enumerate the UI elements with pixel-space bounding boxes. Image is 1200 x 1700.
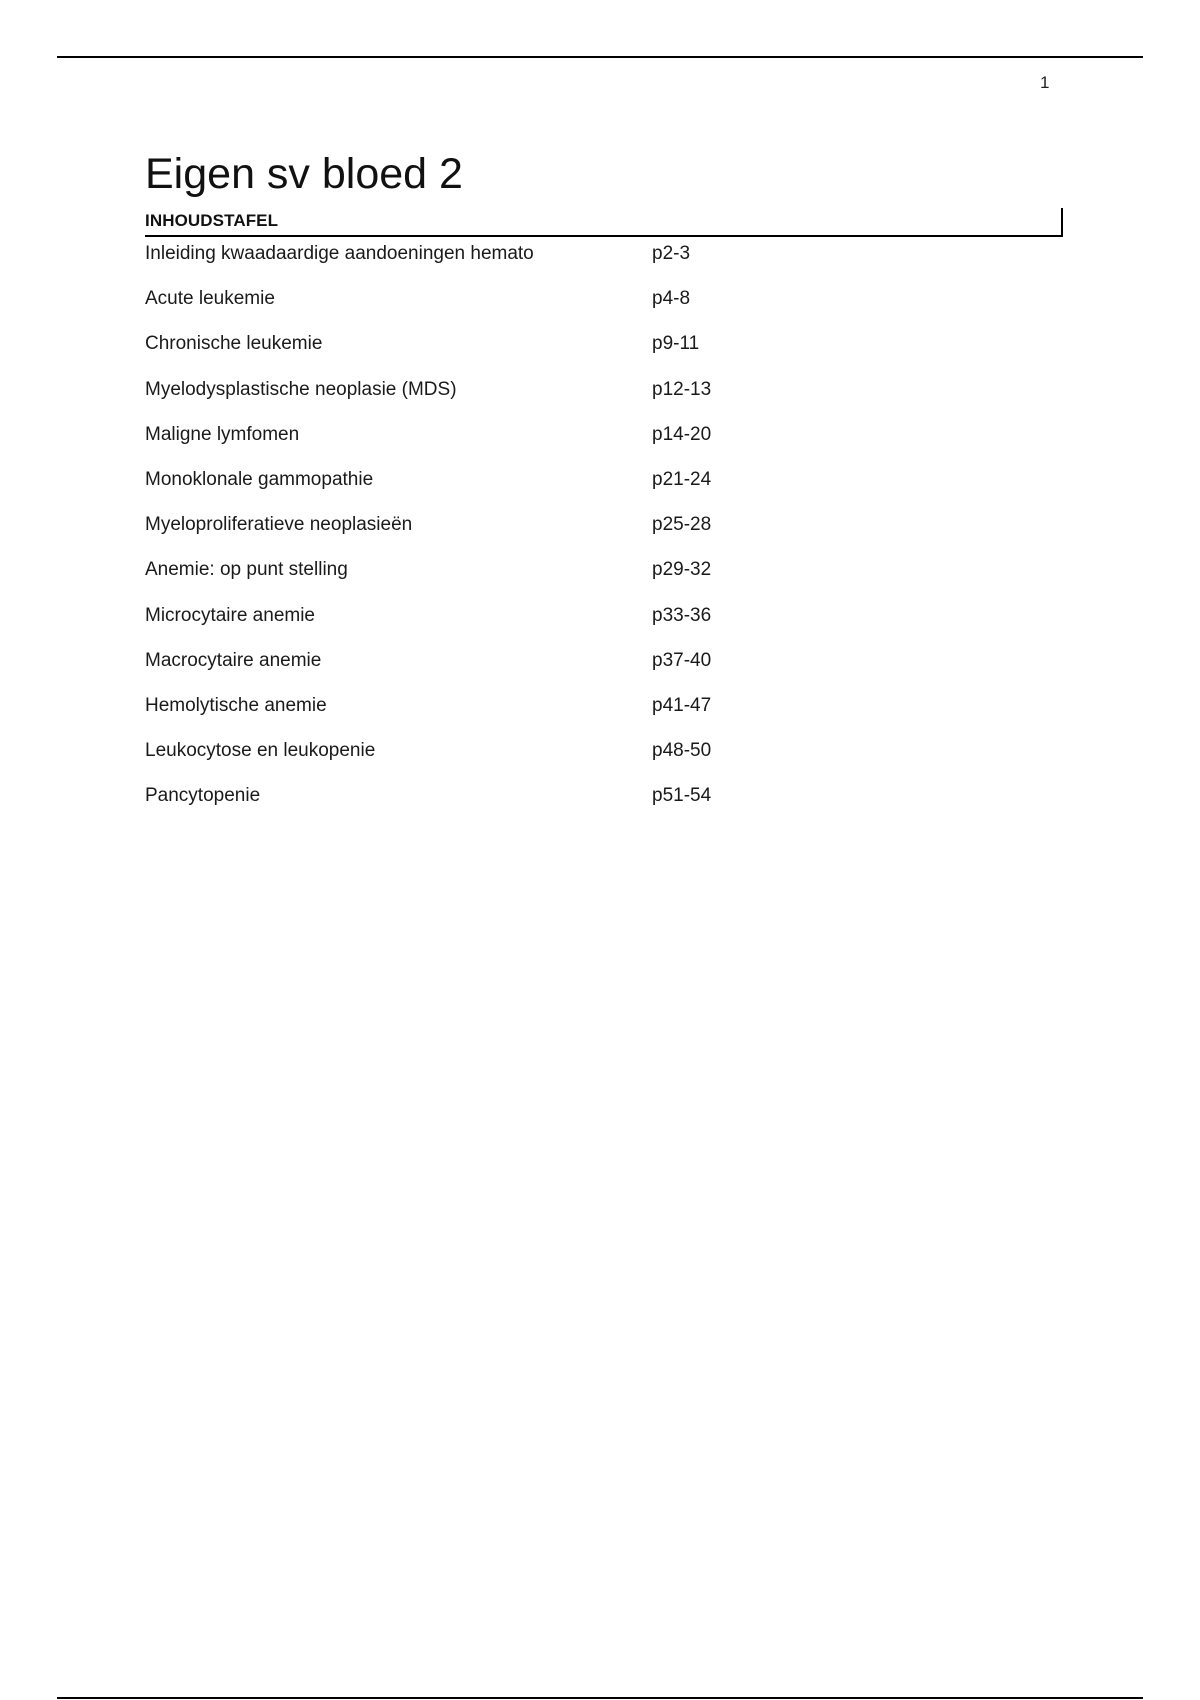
toc-entry-label: Microcytaire anemie [145, 604, 315, 626]
toc-entry[interactable] [145, 602, 845, 647]
toc-entry-label: Hemolytische anemie [145, 694, 327, 716]
toc-entry[interactable] [145, 782, 845, 827]
toc-entry-pages: p25-28 [652, 514, 712, 536]
toc-entry-pages: p9-11 [652, 333, 700, 355]
toc-entry[interactable] [145, 737, 845, 782]
toc-heading-box [145, 208, 1063, 237]
toc-entry-label: Macrocytaire anemie [145, 649, 322, 671]
toc-entry-label: Pancytopenie [145, 785, 261, 807]
toc-entry[interactable] [145, 421, 845, 466]
toc-entry-label: Inleiding kwaadaardige aandoeningen hemato [145, 243, 534, 264]
footer-rule [57, 1697, 1143, 1699]
toc-entry[interactable] [145, 556, 845, 601]
header-rule [57, 56, 1143, 58]
toc-entry-pages: p33-36 [652, 604, 712, 626]
toc-entry-pages: p51-54 [652, 785, 712, 807]
toc-entry-pages: p4-8 [652, 288, 691, 310]
toc-entry-pages: p29-32 [652, 559, 712, 581]
toc-entry-label: Maligne lymfomen [145, 423, 300, 445]
toc-entry-pages: p41-47 [652, 694, 712, 716]
toc-entry-label: Anemie: op punt stelling [145, 559, 348, 581]
document-title: Eigen sv bloed 2 [145, 150, 463, 198]
toc-entry-label: Leukocytose en leukopenie [145, 740, 376, 762]
toc-entry[interactable] [145, 647, 845, 692]
toc-entry-label: Myeloproliferatieve neoplasieën [145, 514, 413, 536]
toc-entry-pages: p21-24 [652, 468, 712, 490]
toc-entry-label: Acute leukemie [145, 288, 275, 310]
toc-entry[interactable] [145, 330, 845, 375]
toc-entry-pages: p14-20 [652, 423, 712, 445]
toc-list [145, 240, 845, 827]
toc-entry[interactable] [145, 692, 845, 737]
page-number: 1 [1040, 73, 1050, 92]
toc-entry[interactable] [145, 466, 845, 511]
toc-entry-pages: p2-3 [652, 243, 691, 264]
toc-entry-pages: p37-40 [652, 649, 712, 671]
toc-entry[interactable] [145, 511, 845, 556]
toc-entry-pages: p48-50 [652, 740, 712, 762]
toc-entry-label: Myelodysplastische neoplasie (MDS) [145, 378, 457, 400]
toc-entry-label: Chronische leukemie [145, 333, 323, 355]
toc-entry[interactable] [145, 285, 845, 330]
toc-entry[interactable] [145, 240, 845, 285]
toc-entry-pages: p12-13 [652, 378, 712, 400]
toc-entry[interactable] [145, 376, 845, 421]
toc-entry-label: Monoklonale gammopathie [145, 468, 374, 490]
toc-heading: INHOUDSTAFEL [145, 211, 279, 230]
